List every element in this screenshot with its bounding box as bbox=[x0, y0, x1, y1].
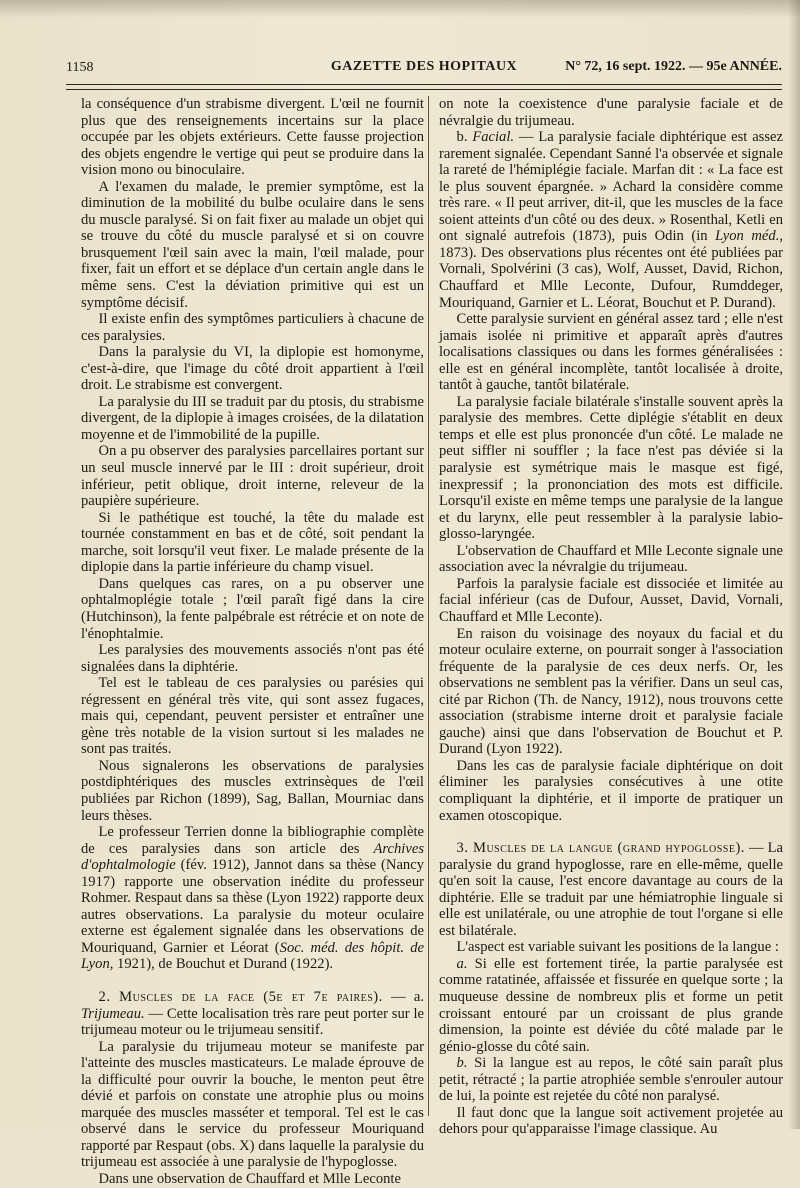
paragraph: L'aspect est variable suivant les positions de la langue : bbox=[456, 939, 779, 956]
list-marker: b. bbox=[456, 1055, 475, 1072]
paragraph: En raison du voisinage des noyaux du facial et du moteur oculaire externe, on pourrait songer à l'association fréquente de la paralysie de ces deux nerfs. Or, les observations ne semblent pas la vérifier. Dans un seul cas, cité par Richon (Th. de Nancy, 1912), nous trouvons cette association (strabisme interne droit et paralysie faciale gauche) ainsi que dans l'observation de Bouchut et P. Durand (Lyon 1922). bbox=[439, 625, 783, 758]
journal-citation: Lyon méd., bbox=[715, 228, 783, 245]
text-run: — La paralysie du grand hypoglosse, rare en elle-même, quelle qu'en soit la cause, l'est encore davantage au cours de la diphtérie. Elle se traduit par une hémiatrophie linguale si elle est unilatérale, ou une atrophie de tout l'organe si elle est bilatérale. bbox=[439, 840, 783, 939]
text-run: — La paralysie faciale diphtérique est assez rarement signalée. Cependant Sanné l'a observée et signale la rareté de l'hémiplégie faciale. Marfan dit : « La face est le plus souvent épargnée. » Achard la considère comme très rare. « Il peut arriver, dit-il, que les muscles de la face soient atteints d'un côté ou des deux. » Rosenthal, Ketli en ont signalé autrefois (1873), puis Odin (in bbox=[439, 129, 783, 245]
subheading: Trijumeau. bbox=[81, 1005, 145, 1022]
left-column bbox=[81, 96, 424, 1188]
journal-citation: Soc. méd. des hôpit. de Lyon, bbox=[81, 939, 424, 973]
header-rule bbox=[66, 84, 782, 85]
journal-citation: Archives d'ophtalmologie bbox=[81, 840, 424, 874]
text-run: b. bbox=[456, 129, 473, 146]
text-run: 1921), de Bouchut et Durand (1922). bbox=[113, 956, 334, 973]
paragraph: A l'examen du malade, le premier symptôme, est la diminution de la mobilité du bulbe oculaire dans le sens du muscle paralysé. Si on fait fixer au malade un objet qui se trouve du côté du muscle paralysé et si on couvre brusquement l'œil sain avec la main, l'œil malade, pour fixer, fait un effort et se déplace d'un certain angle dans le même sens. C'est la déviation primitive qui est un symptôme décisif. bbox=[81, 178, 424, 311]
paragraph: Cette paralysie survient en général assez tard ; elle n'est jamais isolée ni primitive et apparaît après d'autres localisations classiques ou dans les formes généralisées : elle est en général incomplète, tantôt localisée à droite, tantôt à gauche, tantôt bilatérale. bbox=[439, 311, 783, 394]
text-run: — Cette localisation très rare peut porter sur le trijumeau moteur ou le trijumeau sensitif. bbox=[81, 1005, 424, 1039]
text-run: Si elle est fortement tirée, la partie paralysée est comme ratatinée, affaissée et fissurée en quelque sorte ; la muqueuse dessine de nombreux plis et forme un petit croissant entouré par un croissant de plus grande dimension, la pointe est déviée du côté malade par le génio-glosse du côté sain. bbox=[439, 955, 783, 1055]
paragraph: Dans quelques cas rares, on a pu observer une ophtalmoplégie totale ; l'œil paraît figé dans la cire (Hutchinson), la fente palpébrale est rétrécie et on note de l'énophtalmie. bbox=[81, 575, 424, 642]
right-column bbox=[439, 96, 783, 1138]
paragraph bbox=[439, 129, 783, 311]
paragraph: La paralysie faciale bilatérale s'installe souvent après la paralysie des membres. Cette diplégie s'établit en deux temps et elle est plus prononcée d'un côté. Le malade ne peut siffler ni souffler ; la face n'est pas déviée si la paralysie est symétrique mais le masque est figé, inexpressif ; la prononciation des mots est difficile. Lorsqu'il existe en même temps une paralysie de la langue et du larynx, elle peut ressembler à la paralysie labio-glosso-laryngée. bbox=[439, 393, 783, 543]
text-run: Si la langue est au repos, le côté sain paraît plus petit, rétracté ; la partie atrophiée semble s'enrouler autour de lui, la pointe est rejetée du côté non paralysé. bbox=[439, 1055, 783, 1105]
paragraph: Les paralysies des mouvements associés n'ont pas été signalées dans la diphtérie. bbox=[81, 642, 424, 675]
section-heading: 3. Muscles de la langue (grand hypoglosse). bbox=[456, 840, 745, 857]
list-marker: a. bbox=[456, 955, 475, 972]
page-shadow-top bbox=[0, 0, 800, 18]
paragraph bbox=[439, 1055, 783, 1105]
section-heading-paragraph bbox=[81, 989, 424, 1039]
page-shadow-edge bbox=[788, 0, 800, 1129]
paragraph: Dans la paralysie du VI, la diplopie est homonyme, c'est-à-dire, que l'image du côté droit appartient à l'œil droit. Le strabisme est convergent. bbox=[81, 344, 424, 394]
text-run: (fév. 1912), Jannot dans sa thèse (Nancy 1917) rapporte une observation inédite du professeur Rohmer. Respaut dans sa thèse (Lyon 1922) rapporte deux autres observations. La paralysie du moteur oculaire externe est également signalée dans les observations de Mouriquand, Garnier et Léorat ( bbox=[81, 857, 424, 956]
issue-info: N° 72, 16 sept. 1922. — 95e ANNÉE. bbox=[565, 59, 782, 74]
paragraph: Il existe enfin des symptômes particuliers à chacune de ces paralysies. bbox=[81, 311, 424, 344]
column-divider bbox=[428, 96, 429, 1116]
section-heading-paragraph bbox=[439, 840, 783, 939]
page-number: 1158 bbox=[66, 60, 94, 75]
journal-title: GAZETTE DES HOPITAUX bbox=[330, 59, 518, 74]
text-run: 1873). Des observations plus récentes ont été publiées par Vornali, Spolvérini (3 cas), Wolf, Ausset, David, Richon, Chauffard et Mlle Leconte, Dufour, Rumddeger, Mouriquand, Garnier et L. Léorat, Bouchut et P. Durand). bbox=[439, 244, 783, 311]
paragraph: On a pu observer des paralysies parcellaires portant sur un seul muscle innervé par le III : droit supérieur, droit inférieur, petit oblique, droit interne, releveur de la paupière supérieure. bbox=[81, 443, 424, 510]
paragraph: la conséquence d'un strabisme divergent. L'œil ne fournit plus que des renseignements incertains sur la place occupée par les objets extérieurs. Cette fausse projection des objets engendre le vertige qui peut se produire dans la vision mono ou binoculaire. bbox=[81, 96, 424, 179]
paragraph: L'observation de Chauffard et Mlle Leconte signale une association avec la névralgie du trijumeau. bbox=[439, 542, 783, 576]
paragraph bbox=[81, 824, 424, 973]
paragraph: Dans une observation de Chauffard et Mlle Leconte bbox=[98, 1171, 401, 1187]
running-header bbox=[66, 58, 782, 80]
paragraph: Dans les cas de paralysie faciale diphtérique on doit éliminer les paralysies consécutives à une otite compliquant la diphtérie, et il importe de pratiquer un examen otoscopique. bbox=[439, 757, 783, 824]
paragraph: Tel est le tableau de ces paralysies ou parésies qui régressent en général très vite, qui sont assez fugaces, mais qui, cependant, peuvent persister et entraîner une gène très notable de la vision surtout si les malades ne sont pas traités. bbox=[81, 675, 424, 758]
paragraph: Si le pathétique est touché, la tête du malade est tournée constamment en bas et de côté, soit pendant la marche, soit lorsqu'il veut fixer. Le malade présente de la diplopie dans la partie inférieure du champ visuel. bbox=[81, 509, 424, 576]
text-run: — a. bbox=[382, 988, 424, 1005]
paragraph: La paralysie du III se traduit par du ptosis, du strabisme divergent, de la diplopie à images croisées, de la dilatation moyenne et de l'immobilité de la pupille. bbox=[81, 393, 424, 443]
paragraph bbox=[439, 956, 783, 1055]
paragraph: on note la coexistence d'une paralysie faciale et de névralgie du trijumeau. bbox=[439, 96, 783, 129]
header-rule-thin bbox=[66, 89, 782, 90]
section-heading: 2. Muscles de la face (5e et 7e paires). bbox=[98, 988, 383, 1005]
text-run: Le professeur Terrien donne la bibliographie complète de ces paralysies dans son article des bbox=[81, 824, 424, 857]
paragraph: Parfois la paralysie faciale est dissociée et limitée au facial inférieur (cas de Dufour, Ausset, David, Vornali, Chauffard et Mlle Leconte). bbox=[439, 575, 783, 625]
paragraph: Il faut donc que la langue soit activement projetée au dehors pour qu'apparaisse l'image classique. Au bbox=[439, 1104, 783, 1138]
paragraph: Nous signalerons les observations de paralysies postdiphtériques des muscles extrinsèques de l'œil publiées par Richon (1899), Sag, Ballan, Mourniac dans leurs thèses. bbox=[81, 757, 424, 824]
paragraph: La paralysie du trijumeau moteur se manifeste par l'atteinte des muscles masticateurs. Le malade éprouve de la difficulté pour ouvrir la bouche, le menton peut être dévié et parfois on constate une atrophie plus ou moins marquée des muscles masséter et temporal. Tel est le cas observé dans le service du professeur Mouriquand rapporté par Respaut (obs. X) dans laquelle la paralysie du trijumeau est associée à une paralysie de l'hypoglosse. bbox=[81, 1038, 424, 1171]
subheading: Facial. bbox=[472, 129, 515, 146]
